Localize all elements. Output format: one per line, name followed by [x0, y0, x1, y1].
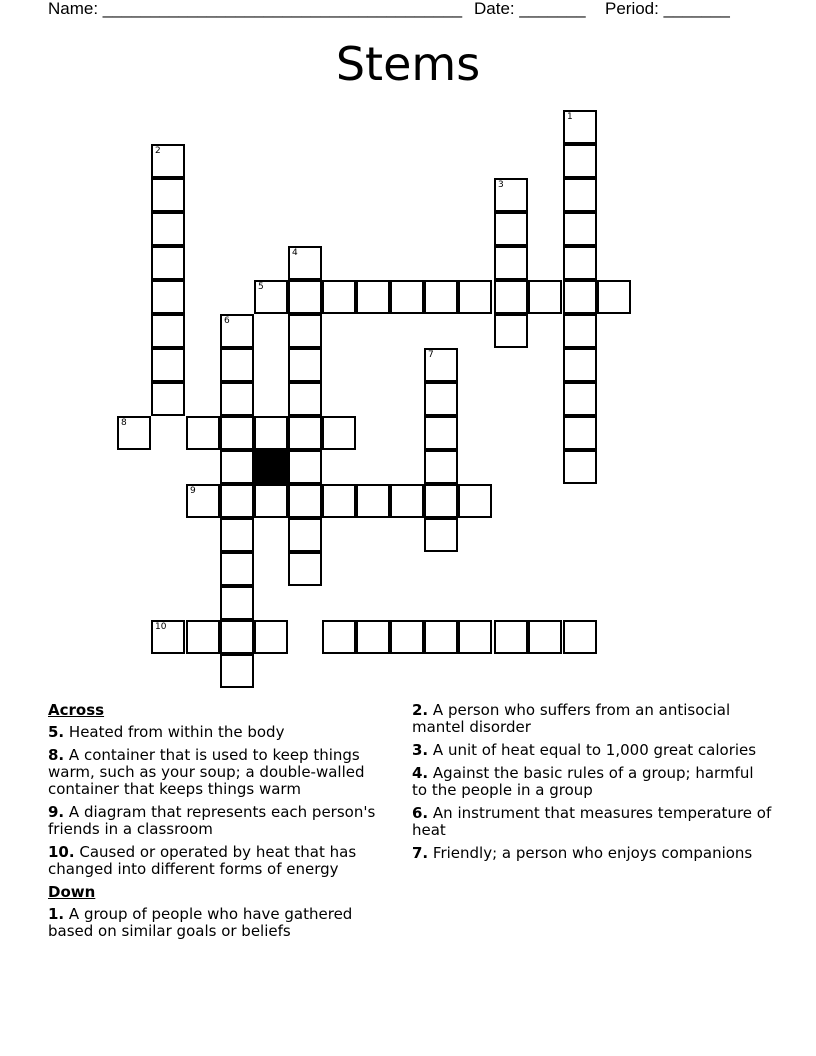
crossword-cell[interactable] [288, 246, 322, 280]
clue-number: 6. [412, 804, 429, 822]
clue-down-6 [412, 805, 772, 839]
crossword-cell[interactable] [390, 484, 424, 518]
down-heading: Down [48, 883, 96, 901]
clue-number: 8. [48, 746, 65, 764]
clue-number-label: 6 [224, 316, 230, 326]
crossword-cell[interactable] [563, 178, 597, 212]
crossword-cell[interactable] [563, 348, 597, 382]
crossword-cell[interactable] [151, 348, 185, 382]
crossword-cell[interactable] [220, 314, 254, 348]
clue-text: A group of people who have gathered based on similar goals or beliefs [48, 905, 353, 940]
crossword-cell[interactable] [528, 280, 562, 314]
crossword-cell[interactable] [424, 484, 458, 518]
crossword-cell[interactable] [494, 212, 528, 246]
crossword-cell[interactable] [288, 518, 322, 552]
clue-text: A person who suffers from an antisocial mantel disorder [412, 701, 731, 736]
clue-text: A container that is used to keep things warm, such as your soup; a double-walled container that keeps things warm [48, 746, 365, 798]
crossword-cell[interactable] [254, 484, 288, 518]
clue-text: An instrument that measures temperature of heat [412, 804, 772, 839]
crossword-cell[interactable] [458, 484, 492, 518]
crossword-cell[interactable] [424, 348, 458, 382]
crossword-cell[interactable] [563, 382, 597, 416]
crossword-cell[interactable] [288, 348, 322, 382]
crossword-cell[interactable] [151, 212, 185, 246]
period-field[interactable]: Period: _______ [605, 0, 730, 18]
crossword-cell[interactable] [563, 212, 597, 246]
crossword-cell[interactable] [186, 416, 220, 450]
crossword-cell[interactable] [424, 416, 458, 450]
crossword-cell[interactable] [254, 620, 288, 654]
clue-number-label: 7 [428, 350, 434, 360]
clue-text: A unit of heat equal to 1,000 great calories [432, 741, 757, 759]
crossword-cell[interactable] [254, 416, 288, 450]
clue-across-9 [48, 804, 398, 838]
clue-text: A diagram that represents each person's friends in a classroom [48, 803, 376, 838]
clue-number: 5. [48, 723, 65, 741]
crossword-cell[interactable] [563, 110, 597, 144]
clue-down-7 [412, 845, 772, 862]
crossword-cell[interactable] [151, 144, 185, 178]
clue-text: Heated from within the body [68, 723, 285, 741]
crossword-cell[interactable] [220, 518, 254, 552]
clue-number-label: 5 [258, 282, 264, 292]
crossword-cell[interactable] [563, 416, 597, 450]
crossword-cell[interactable] [220, 348, 254, 382]
clue-down-3 [412, 742, 772, 759]
crossword-cell[interactable] [563, 280, 597, 314]
clue-text: Against the basic rules of a group; harmful to the people in a group [412, 764, 754, 799]
crossword-cell[interactable] [322, 416, 356, 450]
clue-number: 2. [412, 701, 429, 719]
crossword-cell[interactable] [151, 178, 185, 212]
clue-number-label: 2 [155, 146, 161, 156]
crossword-cell[interactable] [288, 280, 322, 314]
clue-across-8 [48, 747, 398, 798]
crossword-cell[interactable] [220, 552, 254, 586]
crossword-cell[interactable] [288, 416, 322, 450]
crossword-cell[interactable] [288, 314, 322, 348]
clue-number: 3. [412, 741, 429, 759]
crossword-cell[interactable] [563, 144, 597, 178]
clues-left-column [48, 702, 398, 946]
crossword-cell[interactable] [424, 518, 458, 552]
crossword-cell[interactable] [151, 280, 185, 314]
clue-number-label: 10 [155, 622, 167, 632]
crossword-cell[interactable] [151, 382, 185, 416]
crossword-cell[interactable] [151, 314, 185, 348]
crossword-cell[interactable] [563, 246, 597, 280]
date-field[interactable]: Date: _______ [474, 0, 586, 18]
crossword-cell[interactable] [494, 178, 528, 212]
crossword-cell[interactable] [186, 620, 220, 654]
clue-text: Friendly; a person who enjoys companions [432, 844, 753, 862]
crossword-cell[interactable] [288, 382, 322, 416]
clue-number-label: 1 [567, 112, 573, 122]
crossword-cell[interactable] [597, 280, 631, 314]
crossword-cell[interactable] [322, 620, 356, 654]
crossword-cell[interactable] [220, 416, 254, 450]
clue-number-label: 8 [121, 418, 127, 428]
clue-number: 7. [412, 844, 429, 862]
page-title: Stems [335, 37, 481, 91]
crossword-cell[interactable] [151, 246, 185, 280]
crossword-cell[interactable] [494, 620, 528, 654]
clue-number-label: 9 [190, 486, 196, 496]
crossword-cell[interactable] [254, 280, 288, 314]
crossword-cell[interactable] [458, 280, 492, 314]
crossword-cell[interactable] [288, 552, 322, 586]
clues-right-column [412, 702, 772, 868]
crossword-cell[interactable] [220, 450, 254, 484]
crossword-cell[interactable] [322, 280, 356, 314]
crossword-cell[interactable] [424, 382, 458, 416]
crossword-cell[interactable] [288, 484, 322, 518]
crossword-cell[interactable] [356, 280, 390, 314]
crossword-cell[interactable] [563, 450, 597, 484]
crossword-cell[interactable] [563, 314, 597, 348]
clue-number: 4. [412, 764, 429, 782]
crossword-cell[interactable] [494, 280, 528, 314]
crossword-cell[interactable] [288, 450, 322, 484]
crossword-cell[interactable] [186, 484, 220, 518]
crossword-cell[interactable] [563, 620, 597, 654]
crossword-cell[interactable] [220, 654, 254, 688]
name-field[interactable]: Name: ______________________________________ [48, 0, 463, 18]
clue-number: 1. [48, 905, 65, 923]
crossword-cell[interactable] [151, 620, 185, 654]
crossword-cell[interactable] [117, 416, 151, 450]
clue-text: Caused or operated by heat that has changed into different forms of energy [48, 843, 357, 878]
clue-number: 9. [48, 803, 65, 821]
clue-down-1 [48, 906, 398, 940]
crossword-cell[interactable] [494, 246, 528, 280]
clue-number: 10. [48, 843, 75, 861]
clue-across-10 [48, 844, 398, 878]
clue-down-2 [412, 702, 772, 736]
crossword-cell[interactable] [322, 484, 356, 518]
clue-across-5 [48, 724, 398, 741]
crossword-cell[interactable] [424, 280, 458, 314]
crossword-cell[interactable] [424, 620, 458, 654]
blocked-cell [254, 450, 288, 484]
crossword-cell[interactable] [356, 484, 390, 518]
crossword-cell[interactable] [494, 314, 528, 348]
crossword-cell[interactable] [390, 620, 424, 654]
crossword-cell[interactable] [220, 382, 254, 416]
across-heading: Across [48, 701, 105, 719]
crossword-cell[interactable] [220, 484, 254, 518]
crossword-cell[interactable] [220, 620, 254, 654]
clue-number-label: 3 [498, 180, 504, 190]
clue-down-4 [412, 765, 772, 799]
crossword-cell[interactable] [390, 280, 424, 314]
crossword-cell[interactable] [356, 620, 390, 654]
clue-number-label: 4 [292, 248, 298, 258]
crossword-cell[interactable] [220, 586, 254, 620]
crossword-cell[interactable] [528, 620, 562, 654]
crossword-cell[interactable] [458, 620, 492, 654]
crossword-cell[interactable] [424, 450, 458, 484]
